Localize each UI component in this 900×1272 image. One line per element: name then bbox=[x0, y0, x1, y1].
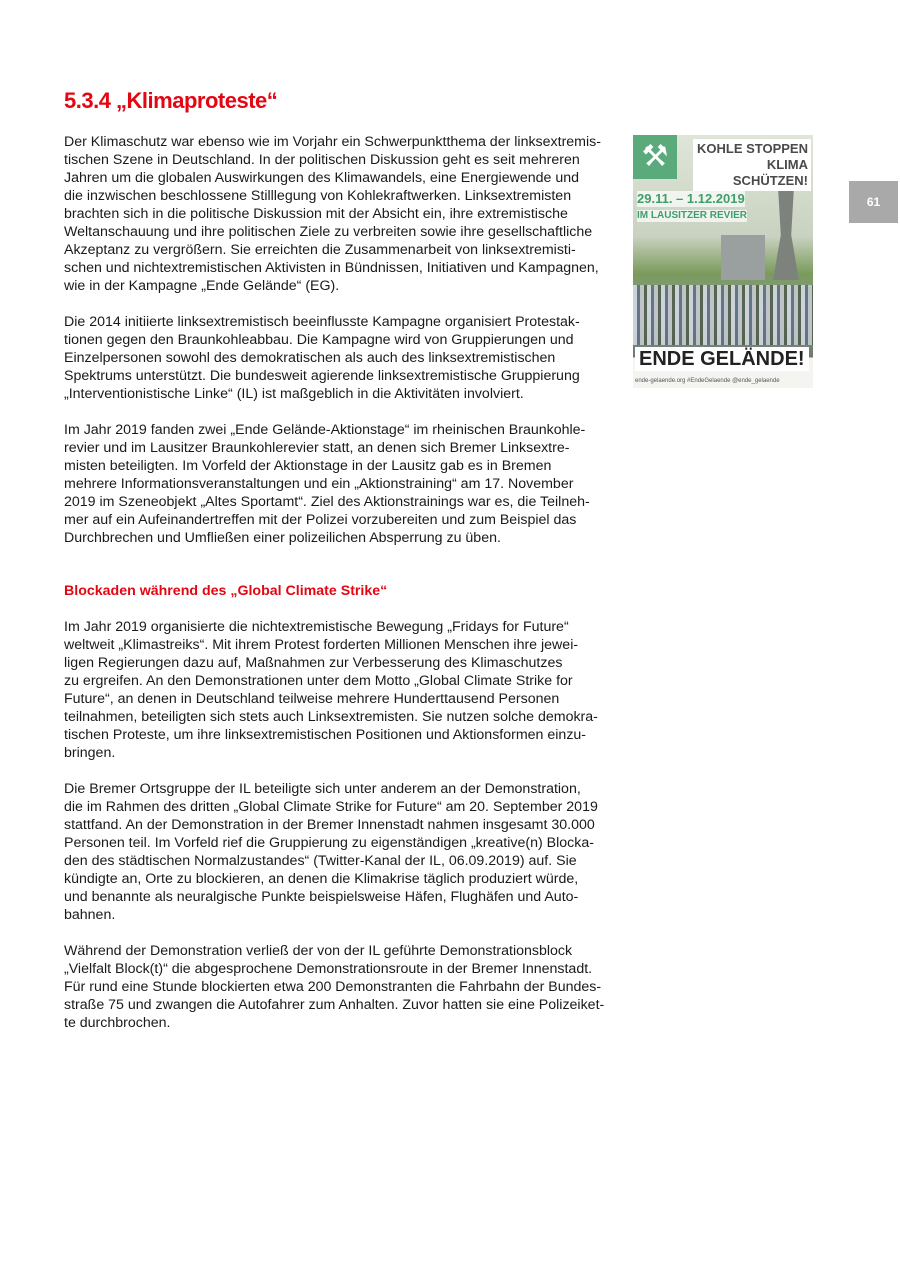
text-line: weltweit „Klimastreiks“. Mit ihrem Protest forderten Millionen Menschen ihre jewei- bbox=[64, 637, 579, 653]
ende-gelaende-poster-image bbox=[633, 135, 813, 388]
power-plant-graphic bbox=[721, 235, 765, 280]
text-line: teilnahmen, beteiligten sich stets auch Linksextremisten. Sie nutzen solche demokra- bbox=[64, 709, 598, 725]
cooling-tower-graphic bbox=[773, 190, 799, 280]
paragraph bbox=[64, 133, 624, 295]
text-line: und benannte als neuralgische Punkte beispielsweise Häfen, Flughäfen und Auto- bbox=[64, 889, 579, 905]
paragraph bbox=[64, 780, 624, 924]
text-line: Future“, an denen in Deutschland teilweise mehrere Hunderttausend Personen bbox=[64, 691, 560, 707]
paragraph bbox=[64, 618, 624, 762]
text-line: ligen Regierungen dazu auf, Maßnahmen zur Verbesserung des Klimaschutzes bbox=[64, 655, 563, 671]
text-line: Spektrums unterstützt. Die bundesweit agierende linksextremistische Gruppierung bbox=[64, 368, 580, 384]
page-number-tab: 61 bbox=[849, 181, 898, 223]
text-line: mehrere Informationsveranstaltungen und ein „Aktionstraining“ am 17. November bbox=[64, 476, 574, 492]
paragraph bbox=[64, 313, 624, 403]
paragraph bbox=[64, 942, 624, 1032]
body-text bbox=[64, 133, 624, 1050]
section-title: 5.3.4 „Klimaproteste“ bbox=[64, 88, 278, 113]
text-line: Einzelpersonen sowohl des demokratischen als auch des linksextremistischen bbox=[64, 350, 556, 366]
text-line: brachten sich in die politische Diskussion mit der Absicht ein, ihre extremistische bbox=[64, 206, 568, 222]
paragraph bbox=[64, 421, 624, 547]
text-line: Der Klimaschutz war ebenso wie im Vorjahr ein Schwerpunktthema der linksextremis- bbox=[64, 134, 601, 150]
text-line: Im Jahr 2019 organisierte die nichtextremistische Bewegung „Fridays for Future“ bbox=[64, 619, 569, 635]
crossed-hammers-icon: ⚒ bbox=[633, 135, 677, 179]
text-line: Während der Demonstration verließ der von der IL geführte Demonstrationsblock bbox=[64, 943, 573, 959]
text-line: Im Jahr 2019 fanden zwei „Ende Gelände-Aktionstage“ im rheinischen Braunkohle- bbox=[64, 422, 586, 438]
text-line: „Vielfalt Block(t)“ die abgesprochene Demonstrationsroute in der Bremer Innenstadt. bbox=[64, 961, 593, 977]
text-line: 2019 im Szeneobjekt „Altes Sportamt“. Ziel des Aktionstrainings war es, die Teilneh- bbox=[64, 494, 590, 510]
text-line: te durchbrochen. bbox=[64, 1015, 171, 1031]
text-line: revier und im Lausitzer Braunkohlerevier statt, an denen sich Bremer Linksextre- bbox=[64, 440, 570, 456]
text-line: Jahren um die globalen Auswirkungen des Klimawandels, eine Energiewende und bbox=[64, 170, 580, 186]
poster-location: IM LAUSITZER REVIER bbox=[637, 210, 748, 221]
text-line: die inzwischen beschlossene Stilllegung von Kohlekraftwerken. Linksextremisten bbox=[64, 188, 572, 204]
text-line: die im Rahmen des dritten „Global Climate Strike for Future“ am 20. September 2019 bbox=[64, 799, 598, 815]
text-line: bahnen. bbox=[64, 907, 116, 923]
text-line: Für rund eine Stunde blockierten etwa 200 Demonstranten die Fahrbahn der Bundes- bbox=[64, 979, 602, 995]
text-line: tionen gegen den Braunkohleabbau. Die Kampagne wird von Gruppierungen und bbox=[64, 332, 574, 348]
text-line: Akzeptanz zu vergrößern. Sie erreichten die Zusammenarbeit von linksextremisti- bbox=[64, 242, 576, 258]
text-line: wie in der Kampagne „Ende Gelände“ (EG). bbox=[64, 278, 340, 294]
crowd-graphic bbox=[633, 285, 813, 345]
text-line: Personen teil. Im Vorfeld rief die Gruppierung zu eigenständigen „kreative(n) Blocka- bbox=[64, 835, 594, 851]
text-line: Durchbrechen und Umfließen einer polizeilichen Absperrung zu üben. bbox=[64, 530, 501, 546]
poster-slogan: ENDE GELÄNDE! bbox=[635, 347, 809, 371]
poster-dates: 29.11. – 1.12.2019 bbox=[637, 191, 745, 206]
text-line: den des städtischen Normalzustandes“ (Twitter-Kanal der IL, 06.09.2019) auf. Sie bbox=[64, 853, 577, 869]
text-line: Blockaden während des „Global Climate Strike“ bbox=[64, 583, 388, 599]
text-line: zu ergreifen. An den Demonstrationen unter dem Motto „Global Climate Strike for bbox=[64, 673, 573, 689]
text-line: schen und nichtextremistischen Aktivisten in Bündnissen, Initiativen und Kampagnen, bbox=[64, 260, 599, 276]
text-line: Weltanschauung und ihre politischen Ziele zu verbreiten sowie ihre gesellschaftliche bbox=[64, 224, 593, 240]
poster-headline: KOHLE STOPPEN KLIMA SCHÜTZEN! bbox=[693, 139, 811, 191]
poster-footer: ende-gelaende.org #EndeGelaende @ende_gelaende bbox=[635, 378, 780, 384]
text-line: kündigte an, Orte zu blockieren, an denen die Klimakrise täglich produziert würde, bbox=[64, 871, 579, 887]
subheading bbox=[64, 582, 624, 600]
text-line: tischen Proteste, um ihre linksextremistischen Positionen und Aktionsformen einzu- bbox=[64, 727, 587, 743]
text-line: tischen Szene in Deutschland. In der politischen Diskussion geht es seit mehreren bbox=[64, 152, 580, 168]
text-line: bringen. bbox=[64, 745, 116, 761]
text-line: mer auf ein Aufeinandertreffen mit der Polizei vorzubereiten und zum Beispiel das bbox=[64, 512, 577, 528]
text-line: misten beteiligten. Im Vorfeld der Aktionstage in der Lausitz gab es in Bremen bbox=[64, 458, 552, 474]
text-line: „Interventionistische Linke“ (IL) ist maßgeblich in die Aktivitäten involviert. bbox=[64, 386, 524, 402]
text-line: Die Bremer Ortsgruppe der IL beteiligte sich unter anderem an der Demonstration, bbox=[64, 781, 581, 797]
text-line: Die 2014 initiierte linksextremistisch beeinflusste Kampagne organisiert Protestak- bbox=[64, 314, 580, 330]
text-line: straße 75 und zwangen die Autofahrer zum Anhalten. Zuvor hatten sie eine Polizeiket- bbox=[64, 997, 605, 1013]
text-line: stattfand. An der Demonstration in der Bremer Innenstadt nahmen insgesamt 30.000 bbox=[64, 817, 595, 833]
